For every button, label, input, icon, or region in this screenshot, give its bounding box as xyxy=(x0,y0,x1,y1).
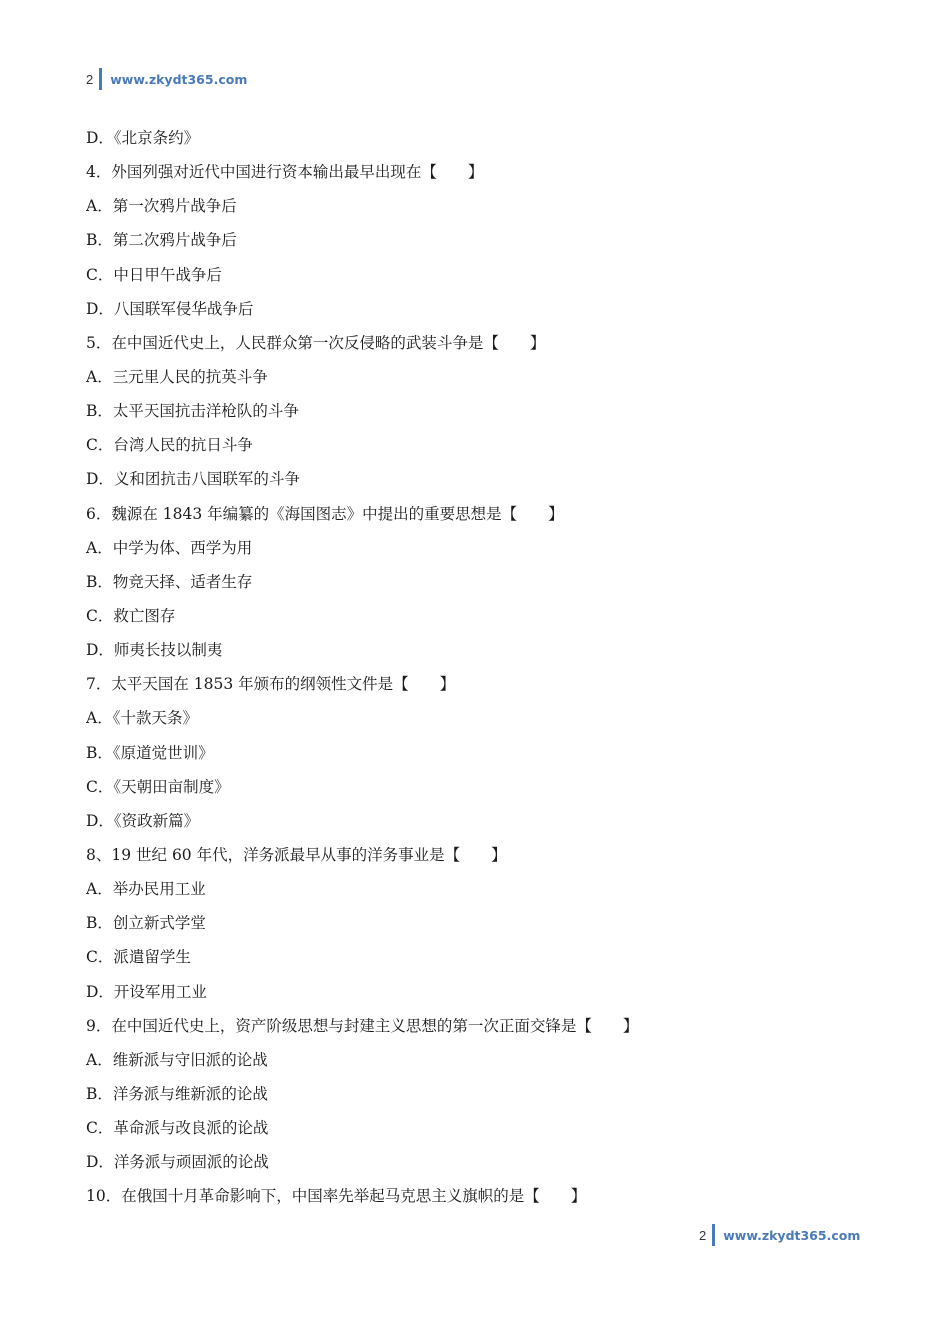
option-line: B．洋务派与维新派的论战 xyxy=(86,1084,268,1103)
option-line: D．开设军用工业 xyxy=(86,982,207,1001)
option-line: A．维新派与守旧派的论战 xyxy=(86,1050,268,1069)
option-line: B．物竞天择、适者生存 xyxy=(86,572,253,591)
header-divider xyxy=(99,68,102,90)
footer-site-link[interactable]: www.zkydt365.com xyxy=(723,1227,861,1243)
header-site-link[interactable]: www.zkydt365.com xyxy=(110,71,248,87)
option-line: C．救亡图存 xyxy=(86,606,176,625)
question-line: 5．在中国近代史上，人民群众第一次反侵略的武装斗争是【 】 xyxy=(86,333,546,352)
option-line: B．太平天国抗击洋枪队的斗争 xyxy=(86,402,299,421)
question-line: 9．在中国近代史上，资产阶级思想与封建主义思想的第一次正面交锋是【 】 xyxy=(86,1016,639,1035)
question-line: 10．在俄国十月革命影响下，中国率先举起马克思主义旗帜的是【 】 xyxy=(86,1187,587,1206)
option-line: C．中日甲午战争后 xyxy=(86,265,222,284)
option-line: B．《原道觉世训》 xyxy=(86,743,214,762)
footer-page-number: 2 xyxy=(699,1227,707,1243)
option-line: C．台湾人民的抗日斗争 xyxy=(86,436,253,455)
question-list xyxy=(86,124,886,1217)
option-line: A．中学为体、西学为用 xyxy=(86,538,253,557)
option-line: B．创立新式学堂 xyxy=(86,914,206,933)
header-page-number: 2 xyxy=(86,71,94,87)
question-line: 7．太平天国在 1853 年颁布的纲领性文件是【 】 xyxy=(86,675,456,694)
option-line: C．革命派与改良派的论战 xyxy=(86,1119,269,1138)
option-line: C．《天朝田亩制度》 xyxy=(86,777,230,796)
page-footer xyxy=(699,1224,860,1246)
option-line: A．《十款天条》 xyxy=(86,709,198,728)
question-line: 4．外国列强对近代中国进行资本输出最早出现在【 】 xyxy=(86,163,484,182)
option-line: D．《资政新篇》 xyxy=(86,811,200,830)
text-line: D．《北京条约》 xyxy=(86,129,200,147)
option-line: A．三元里人民的抗英斗争 xyxy=(86,367,268,386)
page-header xyxy=(86,68,247,90)
footer-divider xyxy=(712,1224,715,1246)
option-line: D．义和团抗击八国联军的斗争 xyxy=(86,470,300,489)
option-line: A．举办民用工业 xyxy=(86,880,206,899)
option-line: D．八国联军侵华战争后 xyxy=(86,299,254,318)
question-line: 6．魏源在 1843 年编纂的《海国图志》中提出的重要思想是【 】 xyxy=(86,504,564,523)
option-line: D．洋务派与顽固派的论战 xyxy=(86,1153,269,1172)
option-line: C．派遣留学生 xyxy=(86,948,191,967)
option-line: B．第二次鸦片战争后 xyxy=(86,231,237,250)
option-line: D．师夷长技以制夷 xyxy=(86,641,223,660)
question-line: 8、19 世纪 60 年代，洋务派最早从事的洋务事业是【 】 xyxy=(86,845,507,864)
option-line: A．第一次鸦片战争后 xyxy=(86,197,237,216)
